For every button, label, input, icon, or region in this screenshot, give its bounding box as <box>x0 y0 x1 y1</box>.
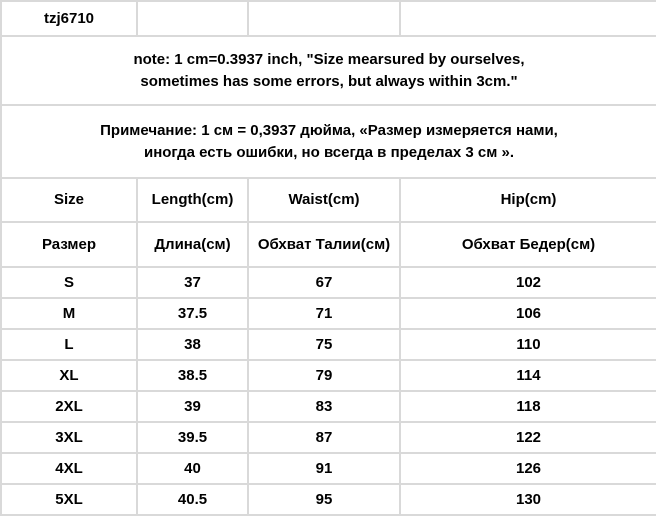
table-row <box>1 329 656 360</box>
cell-waist: 75 <box>248 329 400 360</box>
product-code: tzj6710 <box>1 1 137 36</box>
cell-size: 3XL <box>1 422 137 453</box>
cell-size: S <box>1 267 137 298</box>
note-en-line-2: sometimes has some errors, but always within 3cm." <box>140 72 518 90</box>
cell-length: 39 <box>137 391 248 422</box>
cell-waist: 95 <box>248 484 400 515</box>
cell-hip: 110 <box>400 329 656 360</box>
header-length: Length(cm) <box>137 178 248 222</box>
cell-waist: 83 <box>248 391 400 422</box>
header-hip: Hip(cm) <box>400 178 656 222</box>
cell-hip: 102 <box>400 267 656 298</box>
table-row <box>1 484 656 515</box>
cell-hip: 114 <box>400 360 656 391</box>
cell-waist: 67 <box>248 267 400 298</box>
cell-hip: 130 <box>400 484 656 515</box>
cell-waist: 91 <box>248 453 400 484</box>
cell-length: 38.5 <box>137 360 248 391</box>
table-row <box>1 267 656 298</box>
note-ru-row <box>1 105 656 178</box>
empty-cell <box>248 1 400 36</box>
cell-hip: 106 <box>400 298 656 329</box>
header-size-ru: Размер <box>1 222 137 267</box>
cell-hip: 126 <box>400 453 656 484</box>
header-waist: Waist(cm) <box>248 178 400 222</box>
cell-size: 2XL <box>1 391 137 422</box>
table-row <box>1 360 656 391</box>
header-size: Size <box>1 178 137 222</box>
header-row-russian <box>1 222 656 267</box>
cell-waist: 71 <box>248 298 400 329</box>
header-waist-ru: Обхват Талии(см) <box>248 222 400 267</box>
cell-size: 4XL <box>1 453 137 484</box>
cell-size: 5XL <box>1 484 137 515</box>
cell-length: 37 <box>137 267 248 298</box>
table-row <box>1 298 656 329</box>
cell-length: 40.5 <box>137 484 248 515</box>
table-row <box>1 453 656 484</box>
note-en-row <box>1 36 656 105</box>
header-hip-ru: Обхват Бедер(см) <box>400 222 656 267</box>
cell-hip: 118 <box>400 391 656 422</box>
cell-length: 39.5 <box>137 422 248 453</box>
cell-size: L <box>1 329 137 360</box>
cell-length: 37.5 <box>137 298 248 329</box>
note-en-line-1: note: 1 cm=0.3937 inch, "Size mearsured by ourselves, <box>133 50 525 68</box>
product-code-row <box>1 1 656 36</box>
table-row <box>1 422 656 453</box>
empty-cell <box>137 1 248 36</box>
note-ru-line-2: иногда есть ошибки, но всегда в пределах 3 см ». <box>143 143 515 161</box>
note-ru-line-1: Примечание: 1 см = 0,3937 дюйма, «Размер измеряется нами, <box>100 121 558 139</box>
note-russian <box>1 105 656 178</box>
cell-waist: 79 <box>248 360 400 391</box>
header-row-english <box>1 178 656 222</box>
note-english <box>1 36 656 105</box>
cell-size: M <box>1 298 137 329</box>
cell-hip: 122 <box>400 422 656 453</box>
cell-size: XL <box>1 360 137 391</box>
cell-length: 40 <box>137 453 248 484</box>
cell-waist: 87 <box>248 422 400 453</box>
table-row <box>1 391 656 422</box>
empty-cell <box>400 1 656 36</box>
cell-length: 38 <box>137 329 248 360</box>
header-length-ru: Длина(см) <box>137 222 248 267</box>
